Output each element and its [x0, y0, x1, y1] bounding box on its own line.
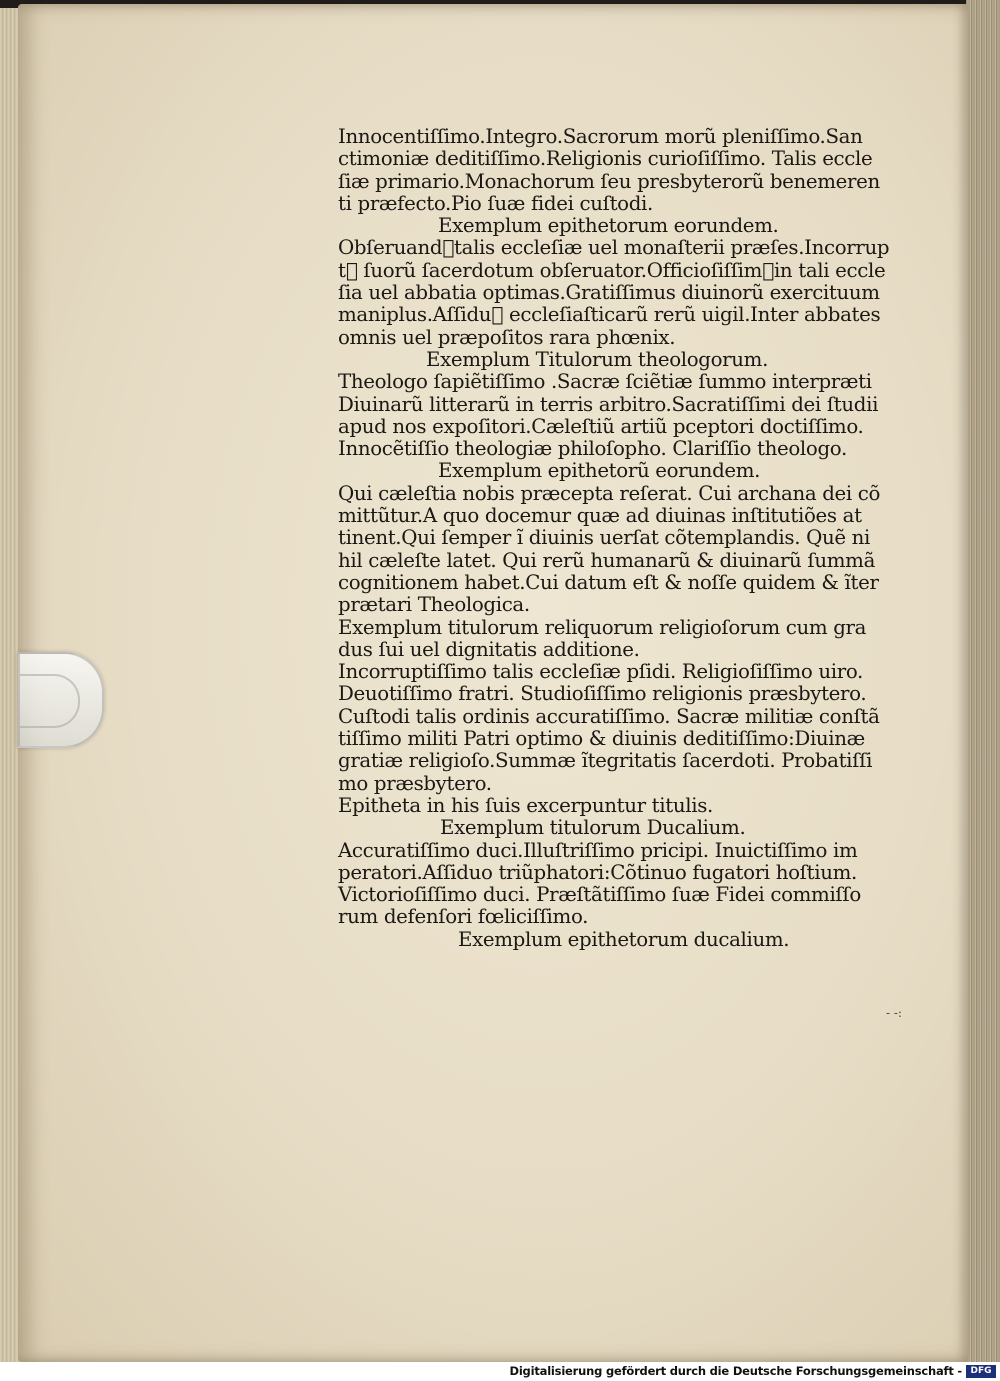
text-line: Accuratiſſimo duci.Illuſtriſſimo pricipi. Inuictiſſimo im [338, 838, 858, 862]
text-line: mo præsbytero. [338, 771, 492, 795]
text-line: dus ſui uel dignitatis additione. [338, 637, 640, 661]
text-line: t᷒ ſuorũ ſacerdotum obſeruator.Officioſiſſim᷒in tali eccle [338, 258, 886, 282]
section-heading: Exemplum epithetorum eorundem. [438, 214, 779, 238]
digitization-footer [0, 1362, 1000, 1381]
dfg-logo-icon: DFG [966, 1365, 996, 1378]
printed-text-block [338, 126, 923, 951]
text-line: Innocentiſſimo.Integro.Sacrorum morũ pleniſſimo.San [338, 125, 863, 148]
text-line: Exemplum titulorum reliquorum religioſorum cum gra [338, 615, 867, 639]
text-line: Theologo ſapiẽtiſſimo .Sacræ ſciẽtiæ ſummo interpræti [338, 370, 872, 394]
text-line: Innocẽtiſſio theologiæ philoſopho. Clariſſio theologo. [338, 437, 847, 461]
text-line: Deuotiſſimo fratri. Studioſiſſimo religionis præsbytero. [338, 682, 867, 706]
text-line: tinent.Qui ſemper ĩ diuinis uerſat cõtemplandis. Quẽ ni [338, 526, 871, 550]
text-line: mittũtur.A quo docemur quæ ad diuinas inſtitutiões at [338, 504, 862, 528]
text-line: cognitionem habet.Cui datum eſt & noſſe quidem & ĩter [338, 570, 879, 594]
text-line: Obſeruand᷒talis eccleſiæ uel monaſterii præſes.Incorrup [338, 236, 890, 260]
text-line: ſia uel abbatia optimas.Gratiſſimus diuinorũ exercituum [338, 281, 880, 305]
text-line: ti præfecto.Pio ſuæ fidei cuſtodi. [338, 191, 653, 215]
text-line: rum defenſori fœliciſſimo. [338, 905, 589, 929]
text-line: Victorioſiſſimo duci. Præſtãtiſſimo ſuæ Fidei commiſſo [338, 883, 861, 907]
section-heading: Exemplum epithetorũ eorundem. [438, 459, 761, 483]
footer-credit-text: Digitalisierung gefördert durch die Deutsche Forschungsgemeinschaft - [509, 1364, 962, 1378]
text-line: maniplus.Aſſidu᷒ eccleſiaſticarũ rerũ uigil.Inter abbates [338, 303, 881, 327]
text-line: Diuinarũ litterarũ in terris arbitro.Sacratiſſimi dei ſtudii [338, 392, 879, 416]
page-clip [18, 652, 104, 748]
text-line: tiſſimo militi Patri optimo & diuinis deditiſſimo:Diuinæ [338, 727, 865, 751]
right-page-stack [966, 0, 1000, 1362]
text-line: peratori.Aſſiduo triũphatori:Cõtinuo fugatori hoſtium. [338, 860, 857, 884]
text-line: Qui cæleſtia nobis præcepta reſerat. Cui archana dei cõ [338, 481, 881, 505]
text-line: apud nos expoſitori.Cæleſtiũ artiũ pceptori doctiſſimo. [338, 414, 864, 438]
text-line: Cuſtodi talis ordinis accuratiſſimo. Sacræ militiæ conſtã [338, 704, 880, 728]
text-line: gratiæ religioſo.Summæ ĩtegritatis ſacerdoti. Probatiſſi [338, 749, 873, 773]
text-line: ſiæ primario.Monachorum ſeu presbyterorũ benemeren [338, 169, 880, 193]
catchword-marks: - -: [886, 1006, 902, 1020]
text-line: Incorruptiſſimo talis eccleſiæ pſidi. Religioſiſſimo uiro. [338, 660, 863, 684]
text-line: omnis uel præpoſitos rara phœnix. [338, 325, 676, 349]
text-line: prætari Theologica. [338, 593, 530, 617]
section-heading: Exemplum Titulorum theologorum. [426, 347, 769, 371]
text-line: Epitheta in his ſuis excerpuntur titulis. [338, 793, 713, 817]
section-heading: Exemplum epithetorum ducalium. [458, 927, 790, 951]
section-heading: Exemplum titulorum Ducalium. [440, 816, 746, 840]
text-line: hil cæleſte latet. Qui rerũ humanarũ & diuinarũ ſummã [338, 548, 876, 572]
page-clip-inner [20, 674, 80, 728]
text-line: ctimoniæ deditiſſimo.Religionis curioſiſſimo. Talis eccle [338, 147, 873, 171]
